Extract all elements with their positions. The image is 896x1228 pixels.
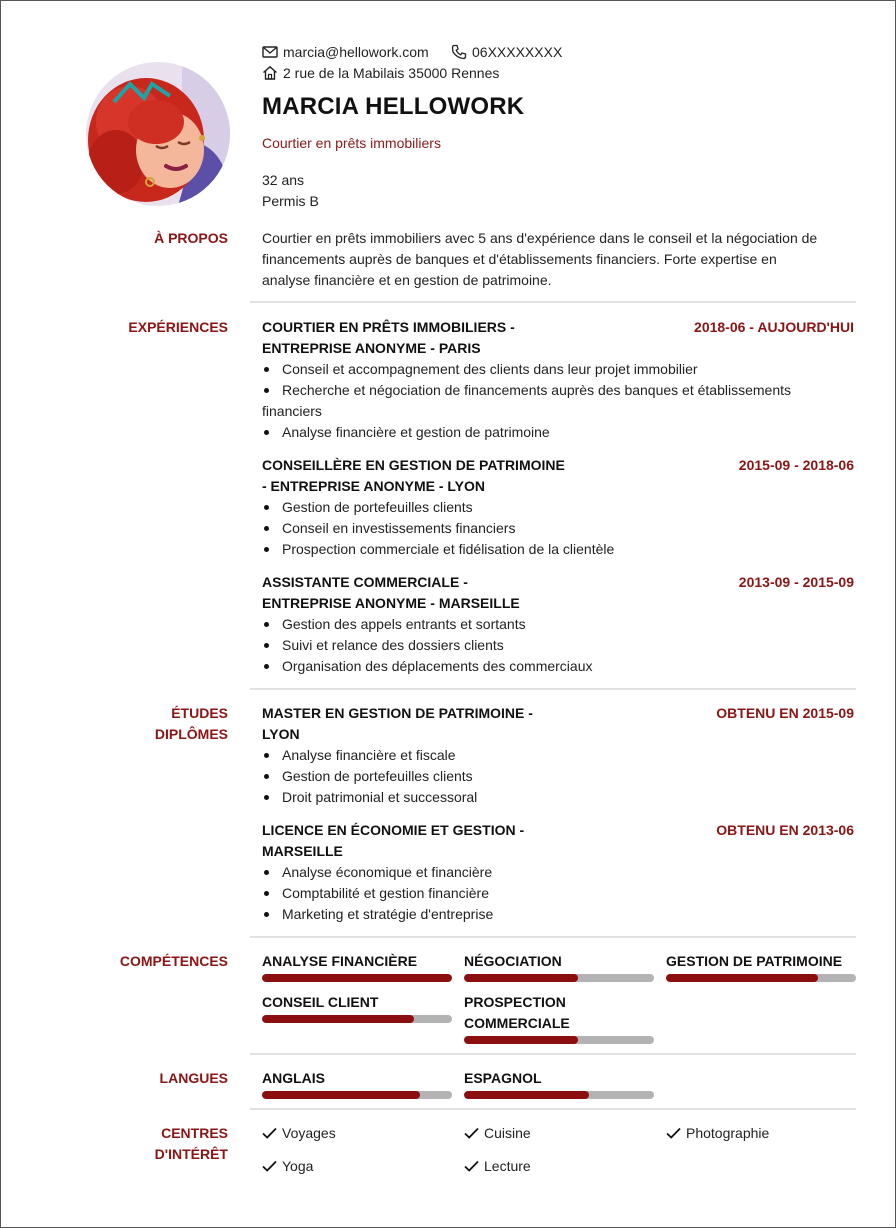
experience-title-line: - ENTREPRISE ANONYME - LYON (262, 478, 485, 494)
interest-item (666, 1125, 769, 1141)
divider (250, 1053, 856, 1055)
list-item: Conseil et accompagnement des clients dans leur projet immobilier (262, 359, 852, 380)
education-title-line: MASTER EN GESTION DE PATRIMOINE - (262, 705, 533, 721)
envelope-icon (262, 44, 280, 60)
about-line: analyse financière et en gestion de patrimoine. (262, 272, 552, 288)
skill-bar-fill (666, 974, 818, 982)
skill-label: ANALYSE FINANCIÈRE (262, 953, 418, 969)
language-bar (464, 1091, 654, 1099)
skill-bar-fill (262, 974, 452, 982)
section-label-skills: COMPÉTENCES (119, 953, 228, 969)
education-bullets (262, 745, 852, 808)
skill-label-line: PROSPECTION (464, 994, 566, 1010)
language-label: ANGLAIS (262, 1070, 325, 1086)
interest-item (262, 1125, 336, 1141)
experience-date: 2015-09 - 2018-06 (738, 457, 854, 473)
skill-item (262, 951, 452, 982)
contact-email[interactable] (262, 44, 429, 60)
section-label-interests (155, 1123, 228, 1165)
education-title-line: LICENCE EN ÉCONOMIE ET GESTION - (262, 822, 525, 838)
education-date: OBTENU EN 2015-09 (716, 705, 854, 721)
experience-bullets (262, 359, 852, 443)
experience-title-line: ASSISTANTE COMMERCIALE - (262, 574, 468, 590)
interest-label: Cuisine (484, 1125, 531, 1141)
experience-title-line: CONSEILLÈRE EN GESTION DE PATRIMOINE (262, 457, 565, 473)
skill-label-line: COMMERCIALE (464, 1015, 570, 1031)
list-item-text: Recherche et négociation de financements auprès des banques et établissements (282, 382, 791, 398)
skill-bar-fill (464, 974, 578, 982)
skill-label: CONSEIL CLIENT (262, 994, 379, 1010)
list-item (262, 380, 852, 422)
list-item: Analyse économique et financière (262, 862, 852, 883)
divider (250, 936, 856, 938)
language-item (262, 1068, 452, 1099)
address-text: 2 rue de la Mabilais 35000 Rennes (283, 65, 500, 81)
education-bullets (262, 862, 852, 925)
contact-phone[interactable] (451, 44, 562, 60)
divider (250, 688, 856, 690)
skill-label: NÉGOCIATION (464, 953, 562, 969)
education-title (262, 703, 533, 745)
interest-label: Voyages (282, 1125, 336, 1141)
skill-label (464, 992, 654, 1034)
about-line: financements auprès de banques et d'établissements financiers. Forte expertise en (262, 251, 777, 267)
section-label-about: À PROPOS (154, 230, 228, 246)
skill-bar (464, 1036, 654, 1044)
section-label-experiences: EXPÉRIENCES (128, 319, 228, 335)
skill-item (262, 992, 452, 1023)
education-date: OBTENU EN 2013-06 (716, 822, 854, 838)
email-text: marcia@hellowork.com (283, 44, 429, 60)
section-label-languages: LANGUES (159, 1070, 228, 1086)
candidate-name: MARCIA HELLOWORK (262, 93, 525, 120)
interest-label: Lecture (484, 1158, 531, 1174)
language-label: ESPAGNOL (464, 1070, 542, 1086)
section-label-line: DIPLÔMES (154, 726, 228, 742)
skill-bar (262, 1015, 452, 1023)
education-title-line: LYON (262, 726, 300, 742)
experience-date: 2018-06 - AUJOURD'HUI (694, 319, 854, 335)
education-title-line: MARSEILLE (262, 843, 343, 859)
interest-item (464, 1125, 531, 1141)
skill-item (666, 951, 856, 982)
check-icon (464, 1160, 479, 1172)
list-item: Analyse financière et fiscale (262, 745, 852, 766)
contact-address (262, 65, 499, 81)
experience-title (262, 455, 565, 497)
home-icon (262, 65, 280, 81)
list-item: Conseil en investissements financiers (262, 518, 852, 539)
list-item: Comptabilité et gestion financière (262, 883, 852, 904)
job-title: Courtier en prêts immobiliers (262, 135, 441, 151)
experience-title (262, 572, 520, 614)
list-item: Organisation des déplacements des commerciaux (262, 656, 852, 677)
education-title (262, 820, 524, 862)
language-bar-fill (464, 1091, 589, 1099)
skill-bar-fill (464, 1036, 578, 1044)
interest-label: Photographie (686, 1125, 770, 1141)
language-bar-fill (262, 1091, 420, 1099)
list-item: Prospection commerciale et fidélisation de la clientèle (262, 539, 852, 560)
list-item: Analyse financière et gestion de patrimoine (262, 422, 852, 443)
section-label-line: ÉTUDES (171, 705, 228, 721)
experience-bullets (262, 614, 852, 677)
check-icon (262, 1127, 277, 1139)
list-item: Suivi et relance des dossiers clients (262, 635, 852, 656)
about-line: Courtier en prêts immobiliers avec 5 ans d'expérience dans le conseil et la négociation de (262, 230, 818, 246)
experience-bullets (262, 497, 852, 560)
driving-license: Permis B (262, 193, 319, 209)
interest-item (464, 1158, 531, 1174)
experience-title-line: ENTREPRISE ANONYME - MARSEILLE (262, 595, 520, 611)
list-item: Gestion des appels entrants et sortants (262, 614, 852, 635)
check-icon (464, 1127, 479, 1139)
skill-bar-fill (262, 1015, 414, 1023)
experience-title-line: ENTREPRISE ANONYME - PARIS (262, 340, 481, 356)
age: 32 ans (262, 172, 305, 188)
experience-title (262, 317, 515, 359)
skill-bar (262, 974, 452, 982)
skill-bar (666, 974, 856, 982)
interest-label: Yoga (282, 1158, 314, 1174)
list-item: Droit patrimonial et successoral (262, 787, 852, 808)
section-label-line: D'INTÉRÊT (154, 1146, 228, 1162)
experience-date: 2013-09 - 2015-09 (738, 574, 854, 590)
profile-photo (86, 62, 230, 206)
list-item: Gestion de portefeuilles clients (262, 766, 852, 787)
list-item-text: financiers (262, 403, 322, 419)
about-text (262, 228, 862, 291)
skill-bar (464, 974, 654, 982)
language-item (464, 1068, 654, 1099)
language-bar (262, 1091, 452, 1099)
phone-text: 06XXXXXXXX (472, 44, 563, 60)
experience-title-line: COURTIER EN PRÊTS IMMOBILIERS - (262, 319, 515, 335)
check-icon (262, 1160, 277, 1172)
list-item: Marketing et stratégie d'entreprise (262, 904, 852, 925)
phone-icon (451, 44, 469, 60)
section-label-line: CENTRES (161, 1125, 228, 1141)
skill-item (464, 992, 654, 1044)
divider (250, 1108, 856, 1110)
skill-item (464, 951, 654, 982)
list-item: Gestion de portefeuilles clients (262, 497, 852, 518)
section-label-education (155, 703, 228, 745)
skill-label: GESTION DE PATRIMOINE (666, 953, 843, 969)
divider (250, 301, 856, 303)
interest-item (262, 1158, 313, 1174)
check-icon (666, 1127, 681, 1139)
